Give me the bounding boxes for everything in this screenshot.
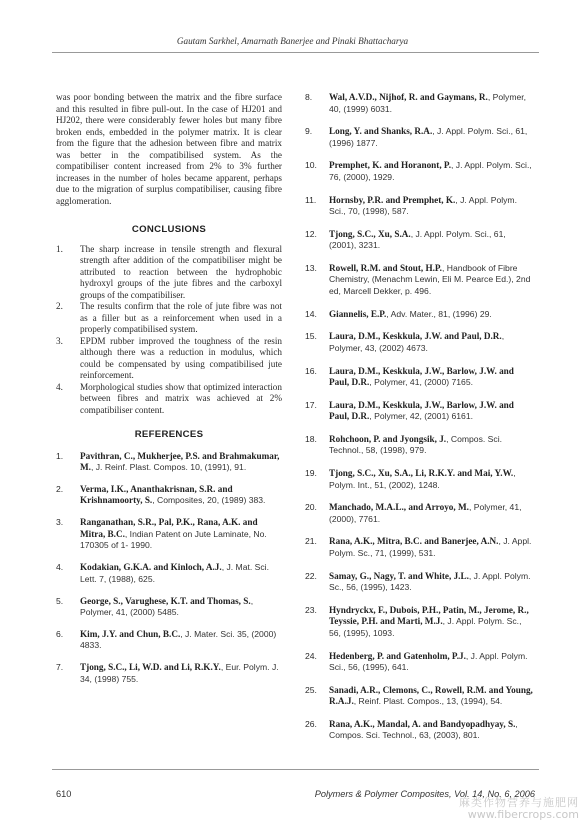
reference-item bbox=[305, 331, 533, 354]
reference-item bbox=[305, 605, 533, 640]
reference-details: , J. Mat. Sci. Lett. 7, (1988), 625. bbox=[80, 562, 269, 584]
reference-number: 1. bbox=[56, 450, 64, 461]
reference-authors: Tjong, S.C., Xu, S.A., Li, R.K.Y. and Mai, Y.W. bbox=[329, 468, 514, 479]
reference-number: 19. bbox=[305, 468, 317, 479]
reference-number: 4. bbox=[56, 562, 64, 573]
reference-number: 24. bbox=[305, 650, 317, 661]
reference-item bbox=[305, 126, 533, 149]
reference-authors: Tjong, S.C., Xu, S.A. bbox=[329, 228, 411, 239]
reference-authors: Kodakian, G.K.A. and Kinloch, A.J. bbox=[80, 562, 222, 573]
reference-authors: Sanadi, A.R., Clemons, C., Rowell, R.M. and Young, R.A.J. bbox=[329, 684, 533, 707]
reference-item bbox=[305, 195, 533, 218]
left-column bbox=[56, 92, 282, 696]
conclusion-item bbox=[56, 301, 282, 336]
reference-authors: Hedenberg, P. and Gatenholm, P.J. bbox=[329, 650, 466, 661]
reference-number: 5. bbox=[56, 595, 64, 606]
reference-details: , J. Appl. Polym. Sci., 61, (2001), 3231. bbox=[329, 228, 506, 251]
reference-item bbox=[305, 685, 533, 708]
reference-item bbox=[305, 92, 533, 115]
reference-authors: Kim, J.Y. and Chun, B.C. bbox=[80, 628, 181, 639]
reference-details: , Polymer, 42, (2001) 6161. bbox=[369, 411, 473, 422]
reference-authors: George, S., Varughese, K.T. and Thomas, S. bbox=[80, 595, 251, 606]
running-head: Gautam Sarkhel, Amarnath Banerjee and Pinaki Bhattacharya bbox=[176, 36, 409, 46]
reference-details: , Polymer, 41, (2000) 5485. bbox=[80, 595, 254, 618]
reference-item bbox=[305, 434, 533, 457]
reference-number: 22. bbox=[305, 570, 317, 581]
reference-number: 26. bbox=[305, 718, 317, 729]
reference-item bbox=[305, 536, 533, 559]
reference-authors: Tjong, S.C., Li, W.D. and Li, R.K.Y. bbox=[80, 662, 221, 673]
reference-number: 11. bbox=[305, 194, 317, 205]
reference-number: 13. bbox=[305, 262, 317, 273]
conclusion-text: EPDM rubber improved the toughness of the resin although there was a reduction in modulus, which could be compensated by using compatibilised jute reinforcement. bbox=[80, 335, 282, 380]
conclusion-item bbox=[56, 336, 282, 382]
reference-item bbox=[56, 629, 282, 652]
reference-details: , J. Appl. Polym. Sci., 70, (1998), 587. bbox=[329, 194, 517, 217]
reference-authors: Ranganathan, S.R., Pal, P.K., Rana, A.K. and Mitra, B.C. bbox=[80, 517, 258, 539]
reference-authors: Samay, G., Nagy, T. and White, J.L. bbox=[329, 570, 469, 581]
right-column bbox=[305, 92, 533, 753]
references-list-left bbox=[56, 451, 282, 686]
reference-details: , Indian Patent on Jute Laminate, No. 170305 of 1- 1990. bbox=[80, 528, 267, 551]
footer-rule bbox=[52, 769, 539, 770]
journal-citation: Polymers & Polymer Composites, Vol. 14, No. 6, 2006 bbox=[314, 789, 535, 799]
reference-item bbox=[305, 229, 533, 252]
reference-details: , Polymer, 43, (2002) 4673. bbox=[329, 331, 505, 353]
reference-item bbox=[56, 562, 282, 585]
reference-details: , J. Appl. Polym. Sc., 56, (1995), 1093. bbox=[329, 616, 522, 638]
reference-number: 16. bbox=[305, 365, 317, 376]
reference-item bbox=[56, 451, 282, 474]
reference-number: 20. bbox=[305, 502, 317, 513]
reference-authors: Laura, D.M., Keskkula, J.W. and Paul, D.R. bbox=[329, 331, 502, 342]
reference-number: 3. bbox=[56, 517, 64, 528]
reference-item bbox=[305, 263, 533, 298]
conclusion-number: 1. bbox=[56, 243, 63, 254]
reference-item bbox=[56, 596, 282, 619]
reference-details: , Eur. Polym. J. 34, (1998) 755. bbox=[80, 662, 279, 684]
watermark bbox=[459, 797, 579, 821]
reference-details: , J. Appl. Polym. Sci., 76, (2000), 1929. bbox=[329, 160, 532, 182]
reference-number: 18. bbox=[305, 433, 317, 444]
reference-authors: Giannelis, E.P. bbox=[329, 308, 387, 319]
conclusion-number: 4. bbox=[56, 381, 63, 392]
conclusion-text: The sharp increase in tensile strength and flexural strength after addition of the compatibiliser might be attributed to reaction between the hydrophobic hydroxyl groups of the jute fibres and the carboxyl groups of the compatibiliser. bbox=[80, 243, 282, 300]
reference-details: , Polym. Int., 51, (2002), 1248. bbox=[329, 468, 516, 490]
reference-details: , Polymer, 40, (1999) 6031. bbox=[329, 92, 527, 114]
reference-number: 17. bbox=[305, 399, 317, 410]
reference-authors: Rowell, R.M. and Stout, H.P. bbox=[329, 262, 442, 273]
conclusion-number: 2. bbox=[56, 301, 63, 311]
conclusion-text: Morphological studies show that optimized interaction between fibres and matrix was achieved at 2% compatibiliser content. bbox=[80, 381, 282, 415]
reference-authors: Premphet, K. and Horanont, P. bbox=[329, 160, 451, 171]
references-list-right bbox=[305, 92, 533, 742]
reference-authors: Hyndryckx, F., Dubois, P.H., Patin, M., Jerome, R., Teyssie, P.H. and Marti, M.J. bbox=[329, 604, 529, 627]
reference-authors: Wal, A.V.D., Nijhof, R. and Gaymans, R. bbox=[329, 92, 488, 102]
reference-authors: Manchado, M.A.L., and Arroyo, M. bbox=[329, 502, 469, 513]
reference-item bbox=[56, 662, 282, 685]
reference-details: , J. Appl. Polym. Sci., 56, (1995), 641. bbox=[329, 650, 528, 672]
reference-item bbox=[56, 517, 282, 552]
reference-item bbox=[305, 468, 533, 491]
reference-authors: Rana, A.K., Mandal, A. and Bandyopadhyay, S. bbox=[329, 718, 516, 729]
reference-details: , J. Reinf. Plast. Compos. 10, (1991), 91. bbox=[90, 462, 247, 472]
reference-number: 15. bbox=[305, 331, 317, 342]
conclusions-heading: CONCLUSIONS bbox=[131, 224, 207, 235]
reference-authors: Pavithran, C., Mukherjee, P.S. and Brahmakumar, M. bbox=[80, 450, 280, 472]
reference-number: 12. bbox=[305, 228, 317, 239]
reference-details: , Composites, 20, (1989) 383. bbox=[152, 495, 266, 506]
reference-authors: Laura, D.M., Keskkula, J.W., Barlow, J.W. and Paul, D.R. bbox=[329, 365, 514, 387]
reference-item bbox=[305, 400, 533, 423]
reference-details: , J. Appl. Polym. Sci., 61, (1996) 1877. bbox=[329, 126, 528, 148]
reference-details: , Adv. Mater., 81, (1996) 29. bbox=[386, 308, 492, 319]
reference-details: , J. Mater. Sci. 35, (2000) 4833. bbox=[80, 628, 277, 651]
reference-number: 10. bbox=[305, 160, 317, 171]
reference-details: , Polymer, 41, (2000) 7165. bbox=[369, 377, 473, 387]
reference-authors: Rohchoon, P. and Jyongsik, J. bbox=[329, 433, 447, 444]
references-heading: REFERENCES bbox=[134, 429, 204, 440]
reference-item bbox=[305, 502, 533, 525]
reference-authors: Long, Y. and Shanks, R.A. bbox=[329, 126, 433, 137]
reference-authors: Laura, D.M., Keskkula, J.W., Barlow, J.W. and Paul, D.R. bbox=[329, 399, 514, 422]
conclusions-list bbox=[56, 244, 282, 417]
reference-details: , Compos. Sci. Technol., 58, (1998), 979. bbox=[329, 433, 502, 456]
reference-item bbox=[305, 309, 533, 321]
reference-number: 7. bbox=[56, 662, 64, 673]
reference-item bbox=[56, 484, 282, 507]
reference-authors: Rana, A.K., Mitra, B.C. and Banerjee, A.N. bbox=[329, 536, 499, 547]
reference-details: , J. Appl. Polym. Sc., 56, (1995), 1423. bbox=[329, 570, 531, 593]
reference-number: 8. bbox=[305, 92, 313, 102]
reference-number: 6. bbox=[56, 628, 64, 639]
reference-item bbox=[305, 719, 533, 742]
conclusion-item bbox=[56, 244, 282, 302]
watermark-site-name: 麻类作物营养与施肥网 bbox=[459, 796, 579, 809]
conclusion-text: The results confirm that the role of jute fibre was not as a filler but as a reinforcement when used in a properly compatibilised system. bbox=[80, 301, 282, 334]
reference-number: 2. bbox=[56, 483, 64, 494]
reference-number: 21. bbox=[305, 536, 317, 547]
header-rule bbox=[52, 52, 539, 53]
reference-number: 25. bbox=[305, 684, 317, 695]
reference-details: , Compos. Sci. Technol., 63, (2003), 801. bbox=[329, 718, 518, 741]
reference-details: , J. Appl. Polym. Sc., 71, (1999), 531. bbox=[329, 536, 532, 558]
watermark-url: www.fibercrops.com bbox=[467, 808, 579, 821]
reference-item bbox=[305, 366, 533, 389]
reference-number: 9. bbox=[305, 126, 313, 137]
conclusion-item bbox=[56, 382, 282, 417]
conclusion-number: 3. bbox=[56, 335, 63, 346]
reference-details: , Reinf. Plast. Compos., 13, (1994), 54. bbox=[353, 696, 503, 707]
reference-authors: Verma, I.K., Ananthakrisnan, S.R. and Krishnamoorty, S. bbox=[80, 483, 233, 506]
reference-details: , Handbook of Fibre Chemistry, (Menachm Lewin, Eli M. Pearce Ed.), 2nd ed, Marcell Dekker, p. 496. bbox=[329, 262, 531, 296]
reference-item bbox=[305, 651, 533, 674]
page-number: 610 bbox=[56, 789, 72, 799]
reference-number: 23. bbox=[305, 604, 317, 615]
reference-item bbox=[305, 160, 533, 183]
reference-details: , Polymer, 41, (2000), 7761. bbox=[329, 502, 522, 524]
reference-authors: Hornsby, P.R. and Premphet, K. bbox=[329, 194, 456, 205]
reference-item bbox=[305, 571, 533, 594]
intro-paragraph: was poor bonding between the matrix and the fibre surface and this resulted in fibre pull-out. In the case of HJ201 and HJ202, there were considerably fewer holes but many fibre broken ends, embedded in the polymer matrix. It is clear from the figure that the adhesion between fibre and matrix was better in the compatibilised system. As the compatibiliser content increased from 2% to 3% further increases in the number of holes became apparent, perhaps due to the migration of surplus compatibiliser, causing fibre agglomeration. bbox=[56, 92, 282, 206]
reference-number: 14. bbox=[305, 308, 317, 319]
